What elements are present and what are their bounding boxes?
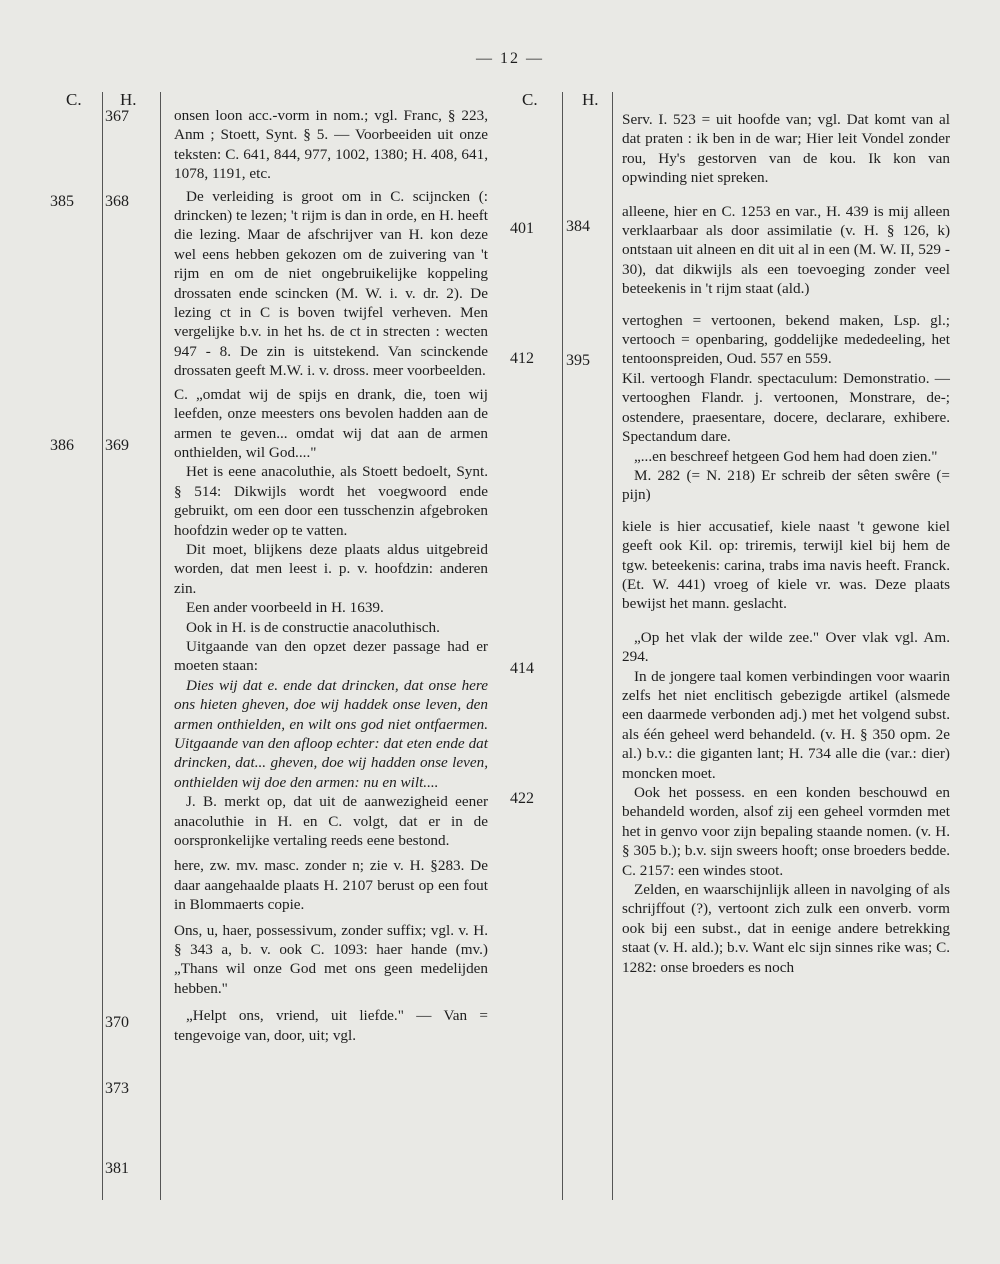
- paragraph: here, zw. mv. masc. zonder n; zie v. H. §283. De daar aangehaalde plaats H. 2107 berust op een fout in Blommaerts copie.: [174, 857, 488, 914]
- line-ref-c: 385: [50, 193, 74, 210]
- paragraph: Uitgaande van den opzet dezer passage had er moeten staan:: [174, 637, 488, 675]
- paragraph: C. „omdat wij de spijs en drank, die, toen wij leefden, onze meesters ons bevolen hadden aan de armen te geven... omdat wij dat aan de armen onthielden, wil God....": [174, 385, 488, 461]
- page-number: — 12 —: [476, 50, 544, 67]
- header-c-right: C.: [522, 90, 538, 109]
- column-rule: [102, 92, 103, 1200]
- paragraph: „Helpt ons, vriend, uit liefde." — Van = tengevoige van, door, uit; vgl.: [174, 1007, 488, 1044]
- paragraph: alleene, hier en C. 1253 en var., H. 439 is mij alleen verklaarbaar als door assimilatie (v. H. § 126, k) ontstaan uit alneen en dit uit al in een (M. W. II, 529 - 30), dat dikwijls als een toevoeging zonder veel beteekenis in 't rijm staat (ald.): [622, 202, 950, 298]
- column-rule: [160, 92, 161, 1200]
- column-rule: [612, 92, 613, 1200]
- line-ref-h: 369: [105, 437, 129, 454]
- paragraph: „Op het vlak der wilde zee." Over vlak vgl. Am. 294.: [622, 628, 950, 666]
- paragraph: „...en beschreef hetgeen God hem had doen zien.": [634, 447, 938, 465]
- line-ref-c: 414: [510, 660, 534, 677]
- paragraph: Dit moet, blijkens deze plaats aldus uitgebreid worden, dat men leest i. p. v. hoofdzin: anderen zin.: [174, 540, 488, 597]
- paragraph: M. 282 (= N. 218) Er schreib der sêten swêre (= pijn): [622, 466, 950, 504]
- paragraph: Ook in H. is de constructie anacoluthisch.: [186, 618, 440, 636]
- paragraph: Zelden, en waarschijnlijk alleen in navolging of als schrijffout (?), vertoont zich zulk een onverb. vorm ook bij een subst., dat in eenige andere betrekking staat (v. H. ald.); b.v. Want elc sijn sinnes rike was; C. 1282: onse broeders es noch: [622, 881, 950, 976]
- paragraph: Ook het possess. en een konden beschouwd en behandeld worden, alsof zij een geheel vormden met het in genvo voor zijn bepaling staande nomen. (v. H. § 305 b.); b.v. sijn sweers hooft; onse broeders bedde. C. 2157: een windes stoot.: [622, 784, 950, 879]
- line-ref-h: 370: [105, 1014, 129, 1031]
- line-ref-h: 384: [566, 218, 590, 235]
- header-h-left: H.: [120, 90, 137, 109]
- quote-paragraph: Dies wij dat e. ende dat drincken, dat onse here ons hieten gheven, doe wij haddek onse leven, den armen onthielden, en wilt ons god niet ontfaermen. Uitgaande van den afloop echter: dat eten ende dat drincken, dat... gheven, doe wij hadden onse leven, onthielden wij doe den armen: nu en wilt....: [174, 676, 488, 791]
- paragraph: De verleiding is groot om in C. scijncken (: drincken) te lezen; 't rijm is dan in orde, en H. heeft die lezing. Maar de afschrijver van H. kon deze wel eens hebben gekozen om de zuivering van 't rijm en om de niet ongebruikelijke koppeling drossaten ende scincken (M. W. i. v. dr. 2). De lezing ct in C is boven twijfel verheven. Men vergelijke b.v. in het hs. de ct in strecten : wecten 947 - 8. De zin is uitstekend. Van scinckende drossaten geeft M.W. i. v. dross. meer voorbeelden.: [174, 187, 488, 380]
- header-c-left: C.: [66, 90, 82, 109]
- paragraph: kiele is hier accusatief, kiele naast 't gewone kiel geeft ook Kil. op: triremis, terwijl kiel bij hem de tgw. beteekenis: carina, trabs ima navis heeft. Franck. (Et. W. 441) vroeg of kiele vr. was. Deze plaats bewijst het mann. geslacht.: [622, 517, 950, 613]
- paragraph: vertoghen = vertoonen, bekend maken, Lsp. gl.; vertooch = openbaring, goddelijke mededeeling, het tentoonspreiden, Oud. 557 en 559.: [622, 311, 950, 368]
- line-ref-c: 412: [510, 350, 534, 367]
- paragraph: Het is eene anacoluthie, als Stoett bedoelt, Synt. § 514: Dikwijls wordt het voegwoord ende gebruikt, om een door een tusschenzin afgebroken hoofdzin weder op te vatten.: [174, 463, 488, 539]
- paragraph: Een ander voorbeeld in H. 1639.: [186, 599, 384, 617]
- line-ref-h: 381: [105, 1160, 129, 1177]
- line-ref-h: 367: [105, 108, 129, 125]
- paragraph: Ons, u, haer, possessivum, zonder suffix; vgl. v. H. § 343 a, b. v. ook C. 1093: haer hande (mv.) „Thans wil onze God met ons geen medelijden hebben.": [174, 921, 488, 997]
- line-ref-c: 386: [50, 437, 74, 454]
- line-ref-h: 368: [105, 193, 129, 210]
- column-rule: [562, 92, 563, 1200]
- right-column: [622, 110, 950, 977]
- header-h-right: H.: [582, 90, 599, 109]
- line-ref-c: 422: [510, 790, 534, 807]
- paragraph: Serv. I. 523 = uit hoofde van; vgl. Dat komt van al dat praten : ik ben in de war; Hier leit Vondel zonder rou, Hy's gestorven van de kou. Ik kon van opwinding niet spreken.: [622, 111, 950, 187]
- paragraph: onsen loon acc.-vorm in nom.; vgl. Franc, § 223, Anm ; Stoett, Synt. § 5. — Voorbeeiden uit onze teksten: C. 641, 844, 977, 1002, 1380; H. 408, 641, 1078, 1191, etc.: [174, 107, 488, 183]
- left-column: [174, 106, 488, 1045]
- paragraph: J. B. merkt op, dat uit de aanwezigheid eener anacoluthie in H. en C. volgt, dat er in de oorspronkelijke vertaling reeds eene bestond.: [174, 793, 488, 850]
- line-ref-h: 395: [566, 352, 590, 369]
- paragraph: Kil. vertoogh Flandr. spectaculum: Demonstratio. — vertooghen Flandr. j. vertoonen, Monstrare, de-; ostendere, praesentare, docere, declarare, exhibere. Spectandum dare.: [622, 369, 950, 446]
- line-ref-c: 401: [510, 220, 534, 237]
- line-ref-h: 373: [105, 1080, 129, 1097]
- paragraph: In de jongere taal komen verbindingen voor waarin zelfs het niet enclitisch gebezigde artikel (alsmede een daarmede verbonden adj.) met het volgend subst. als één geheel werd behandeld. (v. H. § 350 opm. 2e al.) b.v.: die giganten lant; H. 734 alle die (var.: dier) moncken moet.: [622, 667, 950, 782]
